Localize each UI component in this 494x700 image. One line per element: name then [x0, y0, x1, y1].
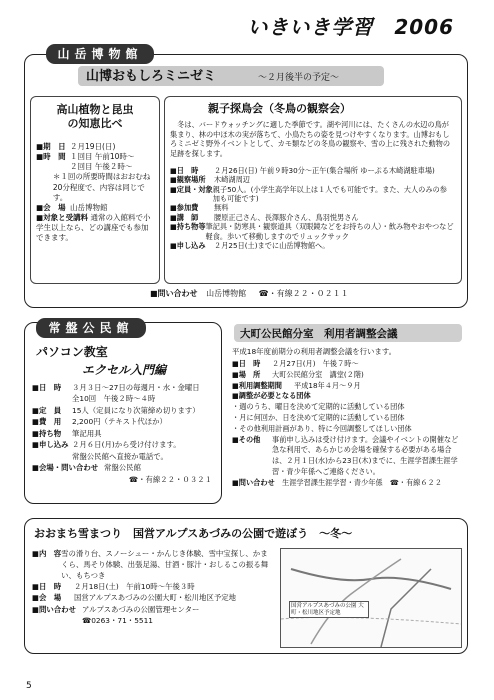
birdwatch-row: ■申し込み ２月25日(土)までに山岳博物館へ。 [170, 240, 330, 250]
birdwatch-row: ■定員・対象 親子50人。(小学生高学年以上は１人でも可能です。また、大人のみの参加も可能です) [170, 184, 447, 204]
pc-row: ■定 員 15人（定員になり次第締め切ります） [32, 405, 200, 415]
festival-row: ■問い合わせ アルプスあづみの公園管理センター [32, 604, 200, 614]
omachi-row: ■日 時 ２月27日(月) 午後７時～ [232, 359, 359, 368]
birdwatch-row: ■日 時 ２月26日(日) 午前９時30分～正午(集合場所 ゆーぷる木崎湖駐車場) [170, 166, 435, 175]
festival-tel: ☎0263・71・5511 [82, 615, 154, 625]
omachi-details [232, 359, 464, 489]
omachi-row: ・その他利用計画があり、特に今回調整してほしい団体 [232, 423, 412, 433]
festival-details [32, 548, 272, 626]
festival-row: ■会 場 国営アルプスあづみの公園大町・松川地区予定地 [32, 593, 237, 603]
plants-details [36, 142, 154, 243]
page-number: 5 [26, 681, 32, 691]
pc-row: 常盤公民館へ直接か電話で。 [72, 451, 168, 461]
birdwatch-row: ■講 師 腰原正己さん、長澤豚介さん、鳥羽悦男さん [170, 212, 359, 222]
birdwatch-row: ■持ち物等 筆記具・防寒具・観察道具（双眼鏡などをお持ちの人）・飲み物やおやつなど軽食。歩いて移動しますのでリュックサック [170, 222, 454, 241]
museum-header-title: 山博おもしろミニゼミ [86, 69, 217, 84]
omachi-row: ■場 所 大町公民館分室 講堂(２階) [232, 369, 364, 379]
omachi-row: ■利用調整期間 平成18年４月～９月 [232, 380, 361, 390]
page-title: いきいき学習 2006 [247, 15, 454, 39]
omachi-title: 大町公民館分室 利用者調整会議 [240, 328, 398, 340]
omachi-row: ■その他 事前申し込みは受け付けます。会議やイベントの開催など急な利用で、あらかじめ会場を確保する必要がある場合は、２月１日(水)から23日(木)までに、生涯学習課生涯学習・青少年係へご連絡ください。 [232, 434, 459, 476]
omachi-row: ■問い合わせ 生涯学習課生涯学習・青少年係 ☎・有線６２２ [232, 477, 442, 487]
birdwatch-title: 親子探鳥会（冬鳥の観察会） [208, 102, 351, 115]
kominkan-tag: 常盤公民館 [36, 318, 146, 338]
birdwatch-row: ■観察場所 木崎湖周辺 [170, 175, 250, 185]
museum-tag: 山岳博物館 [46, 44, 154, 64]
birdwatch-details [170, 166, 454, 250]
pc-row: ■申し込み ２月６日(月)から受け付けます。 [32, 440, 181, 450]
plants-row: ■会 場 山岳博物館 [36, 202, 108, 212]
museum-contact [150, 289, 349, 300]
omachi-intro: 平成18年度前期分の利用者調整会議を行います。 [232, 347, 397, 356]
plants-row: ■対象と受講料 通常の入館料で小学生以上なら、どの講座でも参加できます。 [36, 212, 151, 243]
pc-class-details [32, 382, 218, 485]
pc-row: ■費 用 2,200円（テキスト代ほか） [32, 417, 167, 427]
festival-title: おおまち雪まつり 国営アルプスあづみの公園で遊ぼう ～冬～ [34, 527, 353, 540]
pc-tel: ☎・有線２２・０３２１ [128, 474, 212, 484]
museum-header-sub: ～２月後半の予定～ [258, 73, 340, 83]
pc-row: ■会場・問い合わせ 常盤公民館 [32, 463, 141, 473]
plants-row: ■期 日 ２月19日(日) [36, 142, 116, 151]
museum-contact-label: ■問い合わせ [150, 289, 198, 298]
museum-contact-value: 山岳博物館 [206, 289, 247, 298]
pc-row: 全10回 午後２時～４時 [72, 394, 156, 404]
museum-contact-tel: ☎・有線２２・０２１１ [258, 289, 349, 298]
pc-class-title: パソコン教室 [36, 345, 108, 359]
map-drawing [281, 549, 461, 647]
birdwatch-row: ■参加費 無料 [170, 203, 229, 213]
omachi-row: ・週のうち、曜日を決めて定期的に活動している団体 [232, 402, 405, 412]
festival-row: ■内 容 雪の滑り台、スノーシュー・かんじき体験、雪中宝探し、かまくら、馬そり体験、出張足湯、甘酒・豚汁・おしるこの振る舞い、もちつき [32, 549, 269, 581]
birdwatch-intro: 冬は、バードウォッチングに適した季節です。湖や河川には、たくさんの水辺の鳥が集まり、林の中ほ木の実が落ちて、小鳥たちの姿を見つけやすくなります。山博おもしろミニゼミ野外イベントとして、カモ類などの冬鳥の観察や、雪の上に残された動物の足跡を探します。 [170, 120, 451, 159]
pc-row: ■持ち物 筆記用具 [32, 428, 102, 438]
plants-row: ＊１回の所要時間はおおむね20分程度で、内容は同じです。 [52, 172, 151, 202]
pc-class-subtitle: エクセル入門編 [82, 363, 167, 377]
festival-row: ■日 時 ２月18日(土) 午前10時～午後３時 [32, 582, 195, 592]
omachi-row: ■調整が必要となる団体 [232, 391, 311, 401]
plants-title [36, 103, 154, 132]
plants-title-line1: 高山植物と昆虫 [56, 103, 134, 116]
plants-row: ■時 間 １回目 午前10時～ [36, 152, 135, 162]
festival-map [280, 548, 462, 648]
plants-row: ２回目 午後２時～ [70, 162, 133, 172]
plants-title-line2: の知恵比べ [67, 117, 123, 131]
omachi-row: ・月に何回か、日を決めて定期的に活動している団体 [232, 412, 405, 422]
map-label: 国営アルプスあづみの公園 大町・松川地区予定地 [289, 601, 369, 618]
pc-row: ■日 時 ３月３日～27日の毎週月・水・金曜日 [32, 383, 200, 392]
